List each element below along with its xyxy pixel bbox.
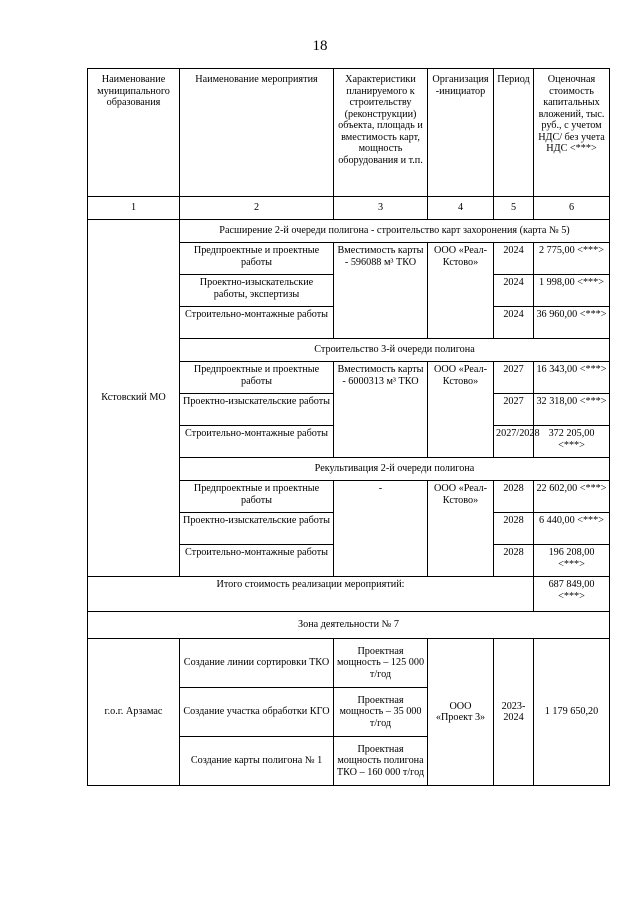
activity-name: Предпроектные и проектные работы: [180, 481, 334, 513]
characteristic-cell: Проектная мощность – 125 000 т/год: [334, 639, 428, 688]
organization-cell: ООО «Реал-Кстово»: [428, 481, 494, 577]
activity-name: Создание линии сортировки ТКО: [180, 639, 334, 688]
period-cell: 2027: [494, 394, 534, 426]
municipality-cell: г.о.г. Арзамас: [88, 639, 180, 786]
activity-name: Создание карты полигона № 1: [180, 737, 334, 786]
activity-name: Предпроектные и проектные работы: [180, 362, 334, 394]
section-title-row: [88, 220, 610, 243]
period-cell: 2028: [494, 481, 534, 513]
organization-cell: ООО «Проект 3»: [428, 639, 494, 786]
period-cell: 2028: [494, 513, 534, 545]
organization-cell: ООО «Реал-Кстово»: [428, 362, 494, 458]
section-title: Рекультивация 2-й очереди полигона: [180, 458, 610, 481]
header-municipality: Наименование муниципального образования: [88, 69, 180, 197]
activity-name: Предпроектные и проектные работы: [180, 243, 334, 275]
column-number: 3: [334, 197, 428, 220]
period-cell: 2024: [494, 307, 534, 339]
header-cost: Оценочная стоимость капитальных вложений, тыс. руб., с учетом НДС/ без учета НДС <***>: [534, 69, 610, 197]
header-organization: Организация -инициатор: [428, 69, 494, 197]
period-cell: 2024: [494, 275, 534, 307]
total-label: Итого стоимость реализации мероприятий:: [88, 577, 534, 612]
column-number: 4: [428, 197, 494, 220]
characteristic-cell: Проектная мощность – 35 000 т/год: [334, 688, 428, 737]
cost-cell: 16 343,00 <***>: [534, 362, 610, 394]
activity-name: Создание участка обработки КГО: [180, 688, 334, 737]
characteristic-cell: Вместимость карты - 6000313 м³ ТКО: [334, 362, 428, 458]
period-cell: 2028: [494, 545, 534, 577]
total-row: [88, 577, 610, 612]
total-value: 687 849,00 <***>: [534, 577, 610, 612]
cost-cell: 6 440,00 <***>: [534, 513, 610, 545]
column-numbers-row: [88, 197, 610, 220]
column-number: 6: [534, 197, 610, 220]
period-cell: 2023-2024: [494, 639, 534, 786]
activity-name: Строительно-монтажные работы: [180, 545, 334, 577]
cost-cell: 372 205,00 <***>: [534, 426, 610, 458]
municipality-cell: Кстовский МО: [88, 220, 180, 577]
table-row: [88, 639, 610, 688]
period-cell: 2027: [494, 362, 534, 394]
characteristic-cell: Проектная мощность полигона ТКО – 160 000 т/год: [334, 737, 428, 786]
activity-name: Строительно-монтажные работы: [180, 426, 334, 458]
period-cell: 2024: [494, 243, 534, 275]
characteristic-cell: -: [334, 481, 428, 577]
characteristic-cell: Вместимость карты - 596088 м³ ТКО: [334, 243, 428, 339]
zone-row: [88, 612, 610, 639]
column-number: 2: [180, 197, 334, 220]
cost-cell: 32 318,00 <***>: [534, 394, 610, 426]
cost-cell: 1 998,00 <***>: [534, 275, 610, 307]
activity-name: Проектно-изыскательские работы: [180, 513, 334, 545]
section-title: Строительство 3-й очереди полигона: [180, 339, 610, 362]
header-period: Период: [494, 69, 534, 197]
zone-title: Зона деятельности № 7: [88, 612, 610, 639]
organization-cell: ООО «Реал-Кстово»: [428, 243, 494, 339]
cost-cell: 196 208,00 <***>: [534, 545, 610, 577]
period-cell: 2027/2028: [494, 426, 534, 458]
cost-cell: 2 775,00 <***>: [534, 243, 610, 275]
cost-cell: 1 179 650,20: [534, 639, 610, 786]
column-number: 1: [88, 197, 180, 220]
header-characteristics: Характеристики планируемого к строительству (реконструкции) объекта, площадь и вместимость карт, мощность оборудования и т.п.: [334, 69, 428, 197]
page-number: 18: [312, 38, 328, 54]
column-number: 5: [494, 197, 534, 220]
section-title: Расширение 2-й очереди полигона - строительство карт захоронения (карта № 5): [180, 220, 610, 243]
activity-name: Строительно-монтажные работы: [180, 307, 334, 339]
activity-name: Проектно-изыскательские работы: [180, 394, 334, 426]
investment-table: [87, 68, 610, 786]
table-header-row: [88, 69, 610, 197]
cost-cell: 36 960,00 <***>: [534, 307, 610, 339]
activity-name: Проектно-изыскательские работы, экспертизы: [180, 275, 334, 307]
cost-cell: 22 602,00 <***>: [534, 481, 610, 513]
header-activity: Наименование мероприятия: [180, 69, 334, 197]
